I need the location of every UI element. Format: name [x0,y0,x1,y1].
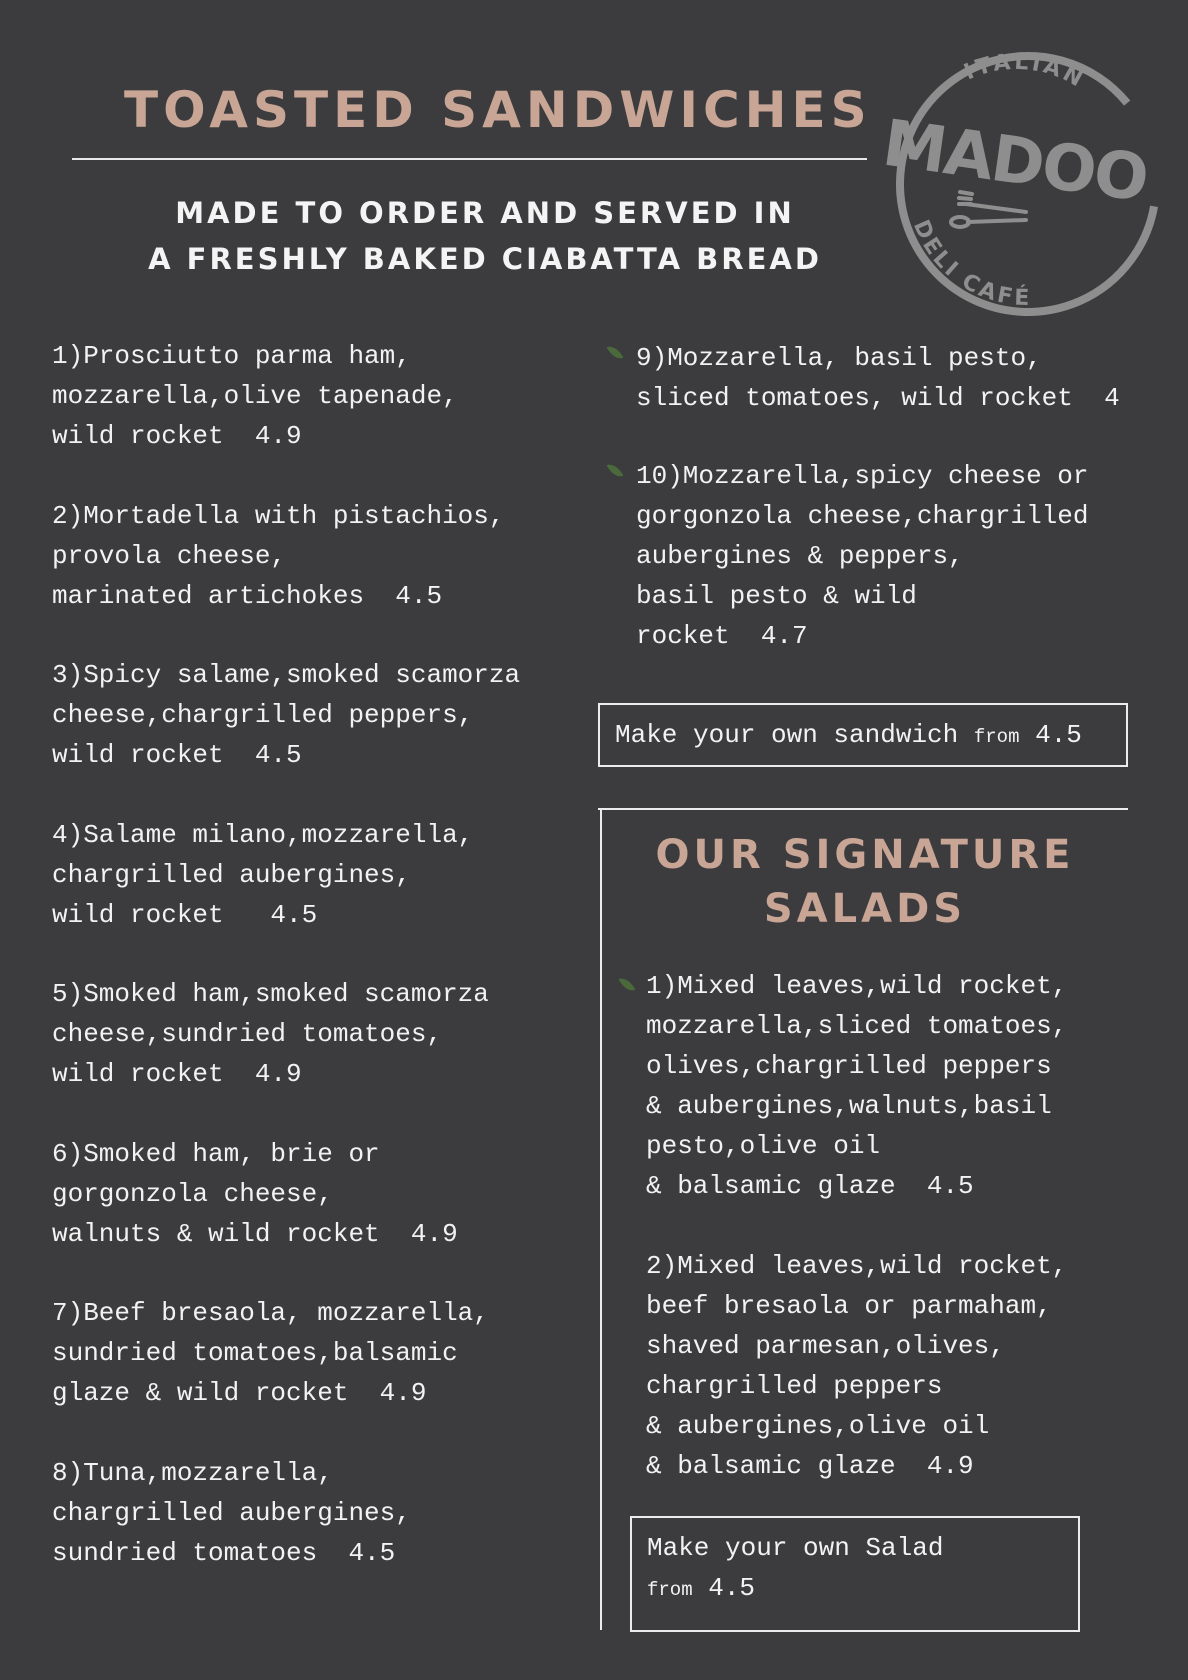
make-own-sandwich-box [598,703,1128,767]
item-line: & balsamic glaze 4.9 [646,1451,974,1481]
item-line: gorgonzola cheese,chargrilled [636,501,1089,531]
item-line: basil pesto & wild [636,581,917,611]
sandwich-item-4 [52,815,473,935]
item-line: & balsamic glaze 4.5 [646,1171,974,1201]
subtitle [100,190,870,282]
logo-top-text: ITALIAN [960,49,1090,94]
make-own-salad-box [630,1516,1080,1632]
veg-leaf-icon [619,975,636,995]
item-line: wild rocket 4.9 [52,1059,302,1089]
item-line: 5)Smoked ham,smoked scamorza [52,979,489,1009]
item-line: 2)Mortadella with pistachios, [52,501,505,531]
item-line: olives,chargrilled peppers [646,1051,1052,1081]
page-title: TOASTED SANDWICHES [124,81,872,139]
item-line: mozzarella,sliced tomatoes, [646,1011,1068,1041]
subtitle-line: MADE TO ORDER AND SERVED IN [175,196,795,230]
sandwich-item-3 [52,655,520,775]
salads-title-line: OUR SIGNATURE [655,832,1075,878]
veg-leaf-icon [607,461,624,481]
item-line: wild rocket 4.5 [52,740,302,770]
salad-item-1 [646,966,1067,1206]
svg-text:ITALIAN [961,50,1090,94]
item-line: 6)Smoked ham, brie or [52,1139,380,1169]
item-line: mozzarella,olive tapenade, [52,381,458,411]
logo-bottom-text: DELI CAFÉ [908,216,1033,312]
item-line: sundried tomatoes,balsamic [52,1338,458,1368]
item-line: sliced tomatoes, wild rocket 4 [636,383,1120,413]
from-label: from [647,1579,693,1601]
item-line: rocket 4.7 [636,621,808,651]
item-line: gorgonzola cheese, [52,1179,333,1209]
item-line: chargrilled aubergines, [52,1498,411,1528]
item-line: chargrilled peppers [646,1371,943,1401]
item-line: & aubergines,olive oil [646,1411,990,1441]
make-own-salad-label: Make your own Salad [647,1533,944,1563]
item-line: shaved parmesan,olives, [646,1331,1005,1361]
item-line: walnuts & wild rocket 4.9 [52,1219,458,1249]
item-line: 8)Tuna,mozzarella, [52,1458,333,1488]
make-own-sandwich-price: 4.5 [1035,720,1082,750]
item-line: 7)Beef bresaola, mozzarella, [52,1298,489,1328]
make-own-salad-price: 4.5 [708,1573,756,1603]
item-line: wild rocket 4.9 [52,421,302,451]
sandwich-item-6 [52,1134,458,1254]
sandwich-item-8 [52,1453,411,1573]
salads-title [600,828,1130,936]
item-line: 10)Mozzarella,spicy cheese or [636,461,1089,491]
item-line: pesto,olive oil [646,1131,881,1161]
from-label: from [973,726,1020,748]
sandwich-item-7 [52,1293,489,1413]
sandwich-item-5 [52,974,489,1094]
item-line: sundried tomatoes 4.5 [52,1538,396,1568]
logo-brand: MADOO [878,106,1152,217]
item-line: glaze & wild rocket 4.9 [52,1378,427,1408]
item-line: marinated artichokes 4.5 [52,581,443,611]
sandwich-item-9 [636,338,1120,418]
item-line: wild rocket 4.5 [52,900,318,930]
item-line: provola cheese, [52,541,287,571]
salads-title-line: SALADS [763,886,967,932]
item-line: 1)Prosciutto parma ham, [52,341,411,371]
item-line: 3)Spicy salame,smoked scamorza [52,660,521,690]
veg-leaf-icon [607,343,624,363]
item-line: cheese,sundried tomatoes, [52,1019,443,1049]
sandwich-item-10 [636,456,1088,656]
sandwich-item-2 [52,496,504,616]
title-divider [72,158,867,160]
madoo-logo [876,34,1172,330]
item-line: 9)Mozzarella, basil pesto, [636,343,1042,373]
item-line: aubergines & peppers, [636,541,964,571]
item-line: 4)Salame milano,mozzarella, [52,820,474,850]
salads-panel-top-border [598,808,1128,810]
salad-item-2 [646,1246,1067,1486]
item-line: cheese,chargrilled peppers, [52,700,474,730]
item-line: & aubergines,walnuts,basil [646,1091,1052,1121]
sandwich-item-1 [52,336,458,456]
subtitle-line: A FRESHLY BAKED CIABATTA BREAD [148,242,822,276]
item-line: chargrilled aubergines, [52,860,411,890]
item-line: beef bresaola or parmaham, [646,1291,1052,1321]
item-line: 2)Mixed leaves,wild rocket, [646,1251,1068,1281]
item-line: 1)Mixed leaves,wild rocket, [646,971,1068,1001]
make-own-sandwich-label: Make your own sandwich [615,720,959,750]
